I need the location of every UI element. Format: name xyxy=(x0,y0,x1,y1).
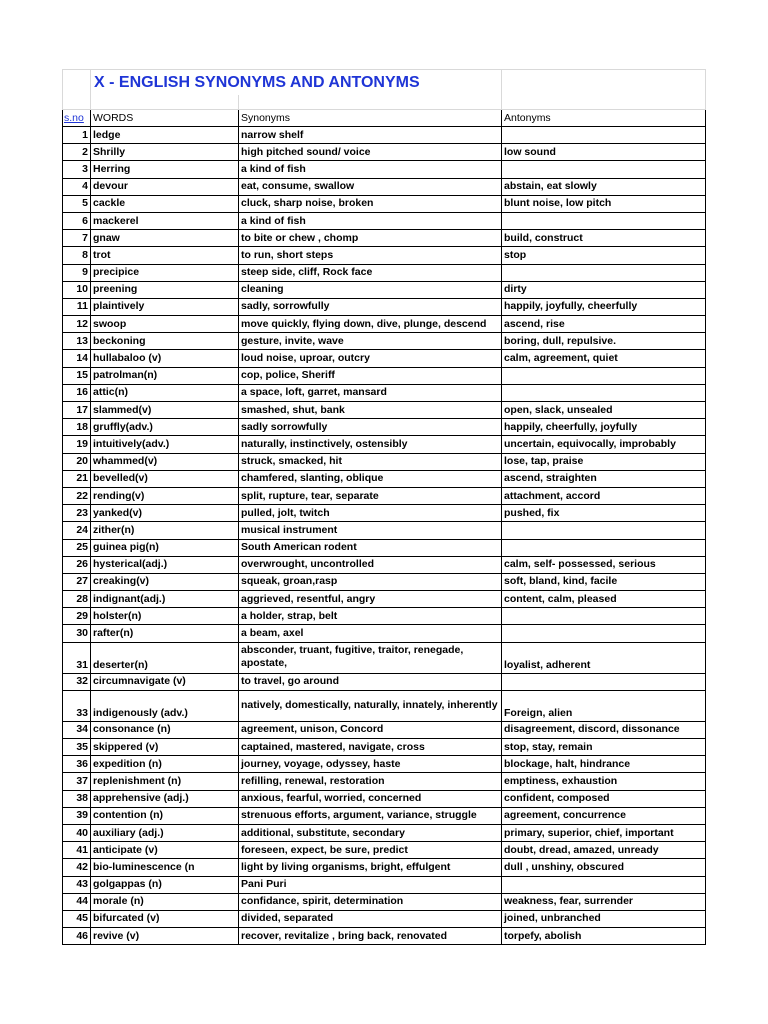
antonyms-cell: attachment, accord xyxy=(502,487,706,504)
row-number: 20 xyxy=(63,453,91,470)
table-row xyxy=(63,419,706,436)
word-cell: bifurcated (v) xyxy=(91,910,239,927)
synonyms-cell: a space, loft, garret, mansard xyxy=(239,384,502,401)
header-words: WORDS xyxy=(91,110,239,127)
word-cell: consonance (n) xyxy=(91,721,239,738)
synonyms-cell: a kind of fish xyxy=(239,212,502,229)
row-number: 14 xyxy=(63,350,91,367)
table-row xyxy=(63,893,706,910)
word-cell: indigenously (adv.) xyxy=(91,690,239,721)
word-cell: slammed(v) xyxy=(91,402,239,419)
spacer-cell xyxy=(239,95,502,110)
word-cell: replenishment (n) xyxy=(91,773,239,790)
synonyms-cell: steep side, cliff, Rock face xyxy=(239,264,502,281)
row-number: 27 xyxy=(63,573,91,590)
synonyms-cell: South American rodent xyxy=(239,539,502,556)
title-row xyxy=(63,70,706,96)
table-row xyxy=(63,316,706,333)
table-row xyxy=(63,790,706,807)
antonyms-cell: weakness, fear, surrender xyxy=(502,893,706,910)
synonyms-cell: confidance, spirit, determination xyxy=(239,893,502,910)
table-row xyxy=(63,625,706,642)
antonyms-cell: lose, tap, praise xyxy=(502,453,706,470)
word-cell: rending(v) xyxy=(91,487,239,504)
header-sno-link[interactable]: s.no xyxy=(63,110,91,127)
word-cell: hysterical(adj.) xyxy=(91,556,239,573)
antonyms-cell: calm, agreement, quiet xyxy=(502,350,706,367)
synonyms-cell: journey, voyage, odyssey, haste xyxy=(239,756,502,773)
row-number: 44 xyxy=(63,893,91,910)
word-cell: expedition (n) xyxy=(91,756,239,773)
synonyms-cell: musical instrument xyxy=(239,522,502,539)
word-cell: anticipate (v) xyxy=(91,842,239,859)
word-cell: holster(n) xyxy=(91,608,239,625)
antonyms-cell xyxy=(502,625,706,642)
synonyms-cell: to bite or chew , chomp xyxy=(239,230,502,247)
antonyms-cell: primary, superior, chief, important xyxy=(502,824,706,841)
row-number: 28 xyxy=(63,591,91,608)
table-row xyxy=(63,573,706,590)
word-cell: attic(n) xyxy=(91,384,239,401)
row-number: 2 xyxy=(63,144,91,161)
table-header-row xyxy=(63,110,706,127)
row-number: 7 xyxy=(63,230,91,247)
table-row xyxy=(63,402,706,419)
antonyms-cell: agreement, concurrence xyxy=(502,807,706,824)
header-synonyms: Synonyms xyxy=(239,110,502,127)
word-cell: golgappas (n) xyxy=(91,876,239,893)
word-cell: swoop xyxy=(91,316,239,333)
table-row xyxy=(63,591,706,608)
table-row xyxy=(63,807,706,824)
table-row xyxy=(63,470,706,487)
antonyms-cell: dirty xyxy=(502,281,706,298)
row-number: 12 xyxy=(63,316,91,333)
word-cell: bevelled(v) xyxy=(91,470,239,487)
synonyms-cell: a beam, axel xyxy=(239,625,502,642)
word-cell: cackle xyxy=(91,195,239,212)
word-cell: skippered (v) xyxy=(91,739,239,756)
word-cell: zither(n) xyxy=(91,522,239,539)
table-row xyxy=(63,539,706,556)
word-cell: patrolman(n) xyxy=(91,367,239,384)
row-number: 5 xyxy=(63,195,91,212)
table-row xyxy=(63,505,706,522)
table-row xyxy=(63,910,706,927)
word-cell: morale (n) xyxy=(91,893,239,910)
antonyms-cell xyxy=(502,384,706,401)
antonyms-cell: blockage, halt, hindrance xyxy=(502,756,706,773)
antonyms-cell: open, slack, unsealed xyxy=(502,402,706,419)
row-number: 24 xyxy=(63,522,91,539)
antonyms-cell: soft, bland, kind, facile xyxy=(502,573,706,590)
table-row xyxy=(63,436,706,453)
antonyms-cell xyxy=(502,367,706,384)
word-cell: guinea pig(n) xyxy=(91,539,239,556)
synonyms-cell: to run, short steps xyxy=(239,247,502,264)
synonyms-cell: natively, domestically, naturally, innately, inherently xyxy=(239,690,502,721)
antonyms-cell xyxy=(502,539,706,556)
table-row xyxy=(63,690,706,721)
table-row xyxy=(63,333,706,350)
row-number: 4 xyxy=(63,178,91,195)
synonyms-cell: divided, separated xyxy=(239,910,502,927)
row-number: 23 xyxy=(63,505,91,522)
table-row xyxy=(63,247,706,264)
row-number: 19 xyxy=(63,436,91,453)
word-cell: rafter(n) xyxy=(91,625,239,642)
table-row xyxy=(63,673,706,690)
antonyms-cell: boring, dull, repulsive. xyxy=(502,333,706,350)
word-cell: auxiliary (adj.) xyxy=(91,824,239,841)
antonyms-cell: happily, cheerfully, joyfully xyxy=(502,419,706,436)
antonyms-cell xyxy=(502,673,706,690)
table-row xyxy=(63,367,706,384)
table-row xyxy=(63,453,706,470)
table-body xyxy=(63,110,706,945)
row-number: 37 xyxy=(63,773,91,790)
synonyms-cell: gesture, invite, wave xyxy=(239,333,502,350)
synonyms-cell: smashed, shut, bank xyxy=(239,402,502,419)
row-number: 11 xyxy=(63,298,91,315)
row-number: 30 xyxy=(63,625,91,642)
row-number: 40 xyxy=(63,824,91,841)
table-row xyxy=(63,642,706,673)
antonyms-cell xyxy=(502,264,706,281)
synonyms-cell: cop, police, Sheriff xyxy=(239,367,502,384)
word-cell: devour xyxy=(91,178,239,195)
word-cell: plaintively xyxy=(91,298,239,315)
synonyms-cell: foreseen, expect, be sure, predict xyxy=(239,842,502,859)
synonyms-cell: absconder, truant, fugitive, traitor, renegade, apostate, xyxy=(239,642,502,673)
spacer-cell xyxy=(63,95,91,110)
synonyms-cell: refilling, renewal, restoration xyxy=(239,773,502,790)
row-number: 36 xyxy=(63,756,91,773)
synonyms-cell: overwrought, uncontrolled xyxy=(239,556,502,573)
word-cell: creaking(v) xyxy=(91,573,239,590)
antonyms-cell: content, calm, pleased xyxy=(502,591,706,608)
antonyms-cell: emptiness, exhaustion xyxy=(502,773,706,790)
title-cell-blank xyxy=(502,70,706,96)
row-number: 6 xyxy=(63,212,91,229)
word-cell: indignant(adj.) xyxy=(91,591,239,608)
antonyms-cell: Foreign, alien xyxy=(502,690,706,721)
antonyms-cell: uncertain, equivocally, improbably xyxy=(502,436,706,453)
row-number: 21 xyxy=(63,470,91,487)
word-cell: intuitively(adv.) xyxy=(91,436,239,453)
table-row xyxy=(63,127,706,144)
row-number: 22 xyxy=(63,487,91,504)
row-number: 31 xyxy=(63,642,91,673)
row-number: 15 xyxy=(63,367,91,384)
antonyms-cell: calm, self- possessed, serious xyxy=(502,556,706,573)
table-row xyxy=(63,739,706,756)
word-cell: trot xyxy=(91,247,239,264)
sheet-title: X - ENGLISH SYNONYMS AND ANTONYMS xyxy=(91,70,502,96)
antonyms-cell: stop, stay, remain xyxy=(502,739,706,756)
table-row xyxy=(63,721,706,738)
word-cell: contention (n) xyxy=(91,807,239,824)
word-cell: Herring xyxy=(91,161,239,178)
word-cell: ledge xyxy=(91,127,239,144)
word-cell: beckoning xyxy=(91,333,239,350)
table-row xyxy=(63,773,706,790)
antonyms-cell xyxy=(502,127,706,144)
table-row xyxy=(63,487,706,504)
antonyms-cell: confident, composed xyxy=(502,790,706,807)
spacer-row xyxy=(63,95,706,110)
word-cell: hullabaloo (v) xyxy=(91,350,239,367)
table-row xyxy=(63,876,706,893)
spreadsheet xyxy=(62,69,705,945)
synonyms-cell: eat, consume, swallow xyxy=(239,178,502,195)
antonyms-cell: stop xyxy=(502,247,706,264)
word-cell: gruffly(adv.) xyxy=(91,419,239,436)
vocabulary-table xyxy=(62,69,706,945)
word-cell: gnaw xyxy=(91,230,239,247)
row-number: 32 xyxy=(63,673,91,690)
antonyms-cell: joined, unbranched xyxy=(502,910,706,927)
row-number: 17 xyxy=(63,402,91,419)
antonyms-cell: ascend, straighten xyxy=(502,470,706,487)
row-number: 1 xyxy=(63,127,91,144)
word-cell: yanked(v) xyxy=(91,505,239,522)
synonyms-cell: sadly sorrowfully xyxy=(239,419,502,436)
table-row xyxy=(63,384,706,401)
synonyms-cell: high pitched sound/ voice xyxy=(239,144,502,161)
synonyms-cell: chamfered, slanting, oblique xyxy=(239,470,502,487)
antonyms-cell: disagreement, discord, dissonance xyxy=(502,721,706,738)
synonyms-cell: cluck, sharp noise, broken xyxy=(239,195,502,212)
synonyms-cell: anxious, fearful, worried, concerned xyxy=(239,790,502,807)
word-cell: deserter(n) xyxy=(91,642,239,673)
row-number: 35 xyxy=(63,739,91,756)
row-number: 8 xyxy=(63,247,91,264)
table-row xyxy=(63,556,706,573)
synonyms-cell: light by living organisms, bright, effulgent xyxy=(239,859,502,876)
synonyms-cell: pulled, jolt, twitch xyxy=(239,505,502,522)
synonyms-cell: aggrieved, resentful, angry xyxy=(239,591,502,608)
word-cell: precipice xyxy=(91,264,239,281)
synonyms-cell: move quickly, flying down, dive, plunge, descend xyxy=(239,316,502,333)
antonyms-cell: dull , unshiny, obscured xyxy=(502,859,706,876)
row-number: 34 xyxy=(63,721,91,738)
antonyms-cell: loyalist, adherent xyxy=(502,642,706,673)
synonyms-cell: naturally, instinctively, ostensibly xyxy=(239,436,502,453)
row-number: 29 xyxy=(63,608,91,625)
table-row xyxy=(63,230,706,247)
title-cell-blank xyxy=(63,70,91,96)
row-number: 43 xyxy=(63,876,91,893)
antonyms-cell xyxy=(502,876,706,893)
row-number: 45 xyxy=(63,910,91,927)
table-row xyxy=(63,195,706,212)
antonyms-cell: happily, joyfully, cheerfully xyxy=(502,298,706,315)
antonyms-cell xyxy=(502,608,706,625)
table-row xyxy=(63,281,706,298)
row-number: 9 xyxy=(63,264,91,281)
synonyms-cell: a holder, strap, belt xyxy=(239,608,502,625)
synonyms-cell: Pani Puri xyxy=(239,876,502,893)
antonyms-cell: blunt noise, low pitch xyxy=(502,195,706,212)
antonyms-cell: low sound xyxy=(502,144,706,161)
synonyms-cell: cleaning xyxy=(239,281,502,298)
synonyms-cell: squeak, groan,rasp xyxy=(239,573,502,590)
word-cell: whammed(v) xyxy=(91,453,239,470)
synonyms-cell: narrow shelf xyxy=(239,127,502,144)
row-number: 13 xyxy=(63,333,91,350)
synonyms-cell: recover, revitalize , bring back, renovated xyxy=(239,928,502,945)
word-cell: preening xyxy=(91,281,239,298)
row-number: 18 xyxy=(63,419,91,436)
word-cell: circumnavigate (v) xyxy=(91,673,239,690)
table-row xyxy=(63,859,706,876)
antonyms-cell: torpefy, abolish xyxy=(502,928,706,945)
antonyms-cell: abstain, eat slowly xyxy=(502,178,706,195)
antonyms-cell xyxy=(502,522,706,539)
table-row xyxy=(63,928,706,945)
synonyms-cell: struck, smacked, hit xyxy=(239,453,502,470)
table-row xyxy=(63,608,706,625)
word-cell: bio-luminescence (n xyxy=(91,859,239,876)
row-number: 46 xyxy=(63,928,91,945)
row-number: 41 xyxy=(63,842,91,859)
table-row xyxy=(63,178,706,195)
table-row xyxy=(63,212,706,229)
row-number: 39 xyxy=(63,807,91,824)
synonyms-cell: sadly, sorrowfully xyxy=(239,298,502,315)
header-antonyms: Antonyms xyxy=(502,110,706,127)
table-row xyxy=(63,161,706,178)
table-row xyxy=(63,144,706,161)
synonyms-cell: split, rupture, tear, separate xyxy=(239,487,502,504)
antonyms-cell xyxy=(502,212,706,229)
row-number: 33 xyxy=(63,690,91,721)
table-row xyxy=(63,842,706,859)
synonyms-cell: to travel, go around xyxy=(239,673,502,690)
table-row xyxy=(63,350,706,367)
row-number: 3 xyxy=(63,161,91,178)
row-number: 10 xyxy=(63,281,91,298)
synonyms-cell: captained, mastered, navigate, cross xyxy=(239,739,502,756)
synonyms-cell: loud noise, uproar, outcry xyxy=(239,350,502,367)
table-row xyxy=(63,522,706,539)
antonyms-cell: pushed, fix xyxy=(502,505,706,522)
synonyms-cell: additional, substitute, secondary xyxy=(239,824,502,841)
synonyms-cell: agreement, unison, Concord xyxy=(239,721,502,738)
synonyms-cell: a kind of fish xyxy=(239,161,502,178)
table-row xyxy=(63,824,706,841)
spacer-cell xyxy=(91,95,239,110)
word-cell: mackerel xyxy=(91,212,239,229)
word-cell: revive (v) xyxy=(91,928,239,945)
row-number: 16 xyxy=(63,384,91,401)
word-cell: apprehensive (adj.) xyxy=(91,790,239,807)
table-row xyxy=(63,756,706,773)
antonyms-cell: build, construct xyxy=(502,230,706,247)
spacer-cell xyxy=(502,95,706,110)
synonyms-cell: strenuous efforts, argument, variance, struggle xyxy=(239,807,502,824)
row-number: 38 xyxy=(63,790,91,807)
word-cell: Shrilly xyxy=(91,144,239,161)
table-row xyxy=(63,264,706,281)
row-number: 26 xyxy=(63,556,91,573)
table-row xyxy=(63,298,706,315)
antonyms-cell: ascend, rise xyxy=(502,316,706,333)
row-number: 25 xyxy=(63,539,91,556)
antonyms-cell xyxy=(502,161,706,178)
row-number: 42 xyxy=(63,859,91,876)
antonyms-cell: doubt, dread, amazed, unready xyxy=(502,842,706,859)
